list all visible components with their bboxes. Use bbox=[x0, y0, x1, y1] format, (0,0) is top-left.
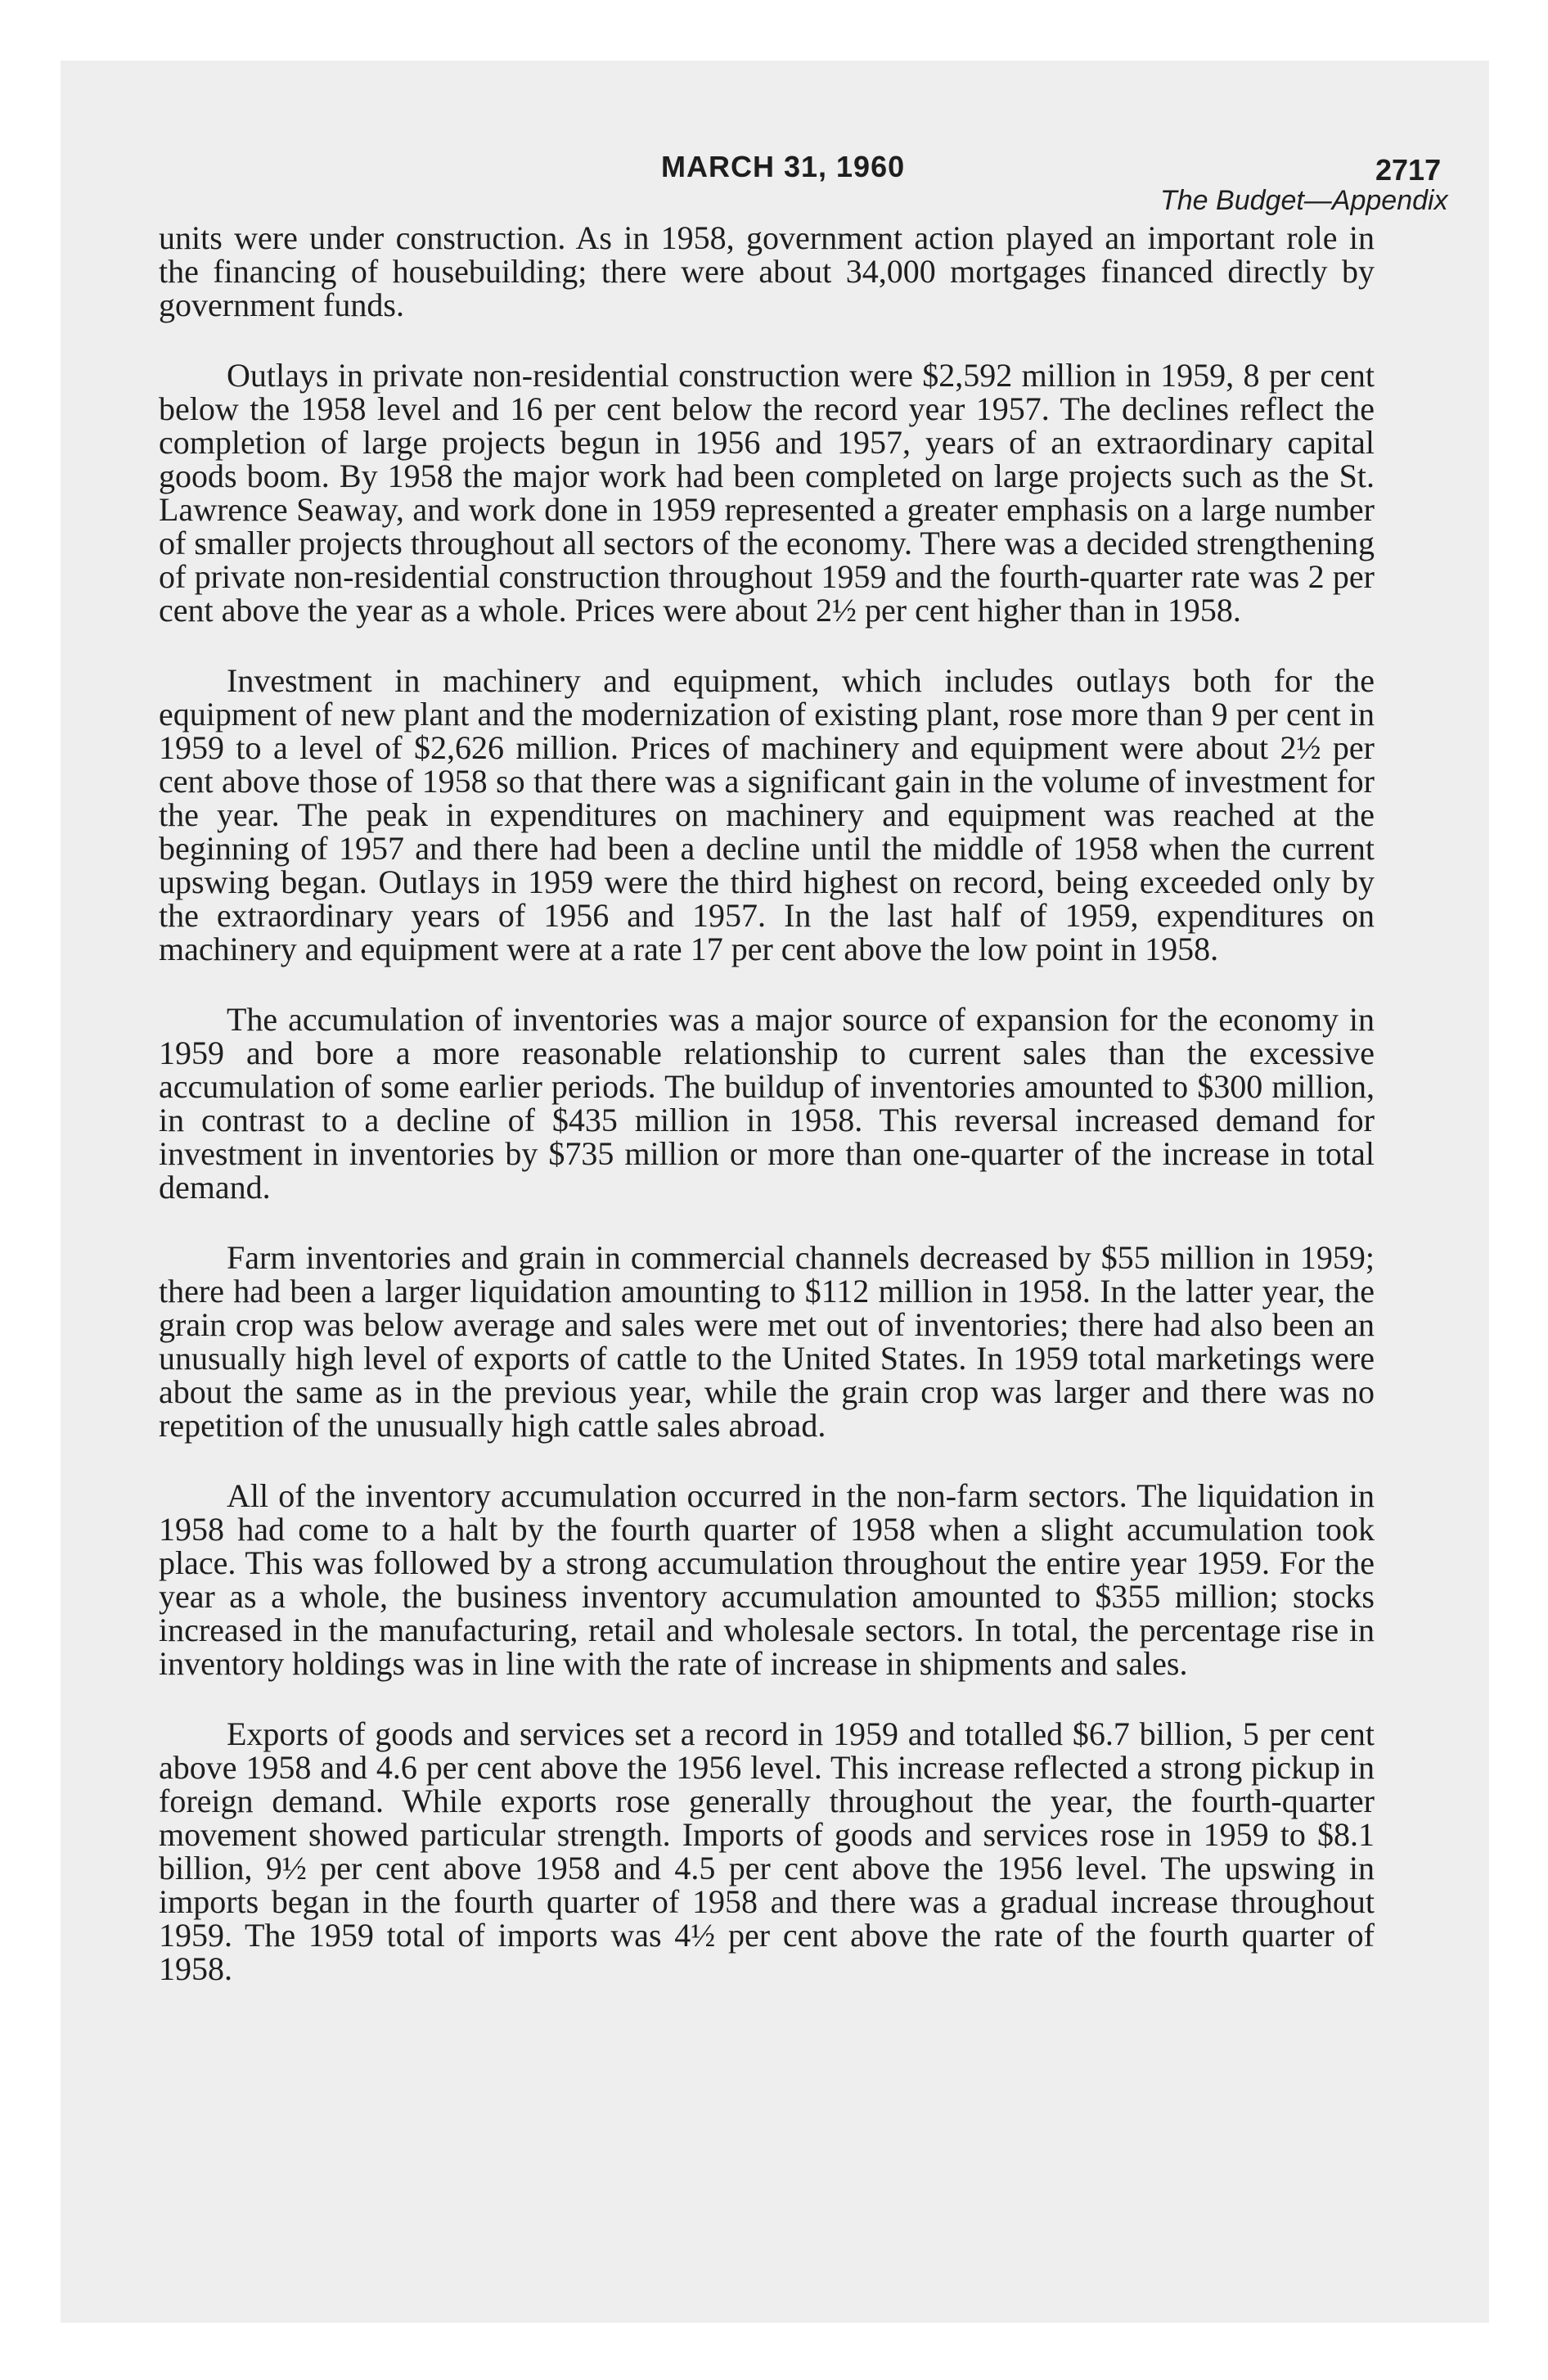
paragraph-machinery-equipment: Investment in machinery and equipment, which includes outlays both for the equipment of new plant and the modernization of existing plant, rose more than 9 per cent in 1959 to a level of $2,626 million. Prices of machinery and equipment were about 2½ per cent above those of 1958 so that there was a significant gain in the volume of investment for the year. The peak in expenditures on machinery and equipment was reached at the beginning of 1957 and there had been a decline until the middle of 1958 when the current upswing began. Outlays in 1959 were the third highest on record, being exceeded only by the extraordinary years of 1956 and 1957. In the last half of 1959, expenditures on machinery and equipment were at a rate 17 per cent above the low point in 1958. bbox=[159, 662, 1375, 967]
page-number: 2717 bbox=[1375, 153, 1442, 187]
paragraph-exports-imports: Exports of goods and services set a record in 1959 and totalled $6.7 billion, 5 per cent above 1958 and 4.6 per cent above the 1956 level. This increase reflected a strong pickup in foreign demand. While exports rose generally throughout the year, the fourth-quarter movement showed particular strength. Imports of goods and services rose in 1959 to $8.1 billion, 9½ per cent above 1958 and 4.5 per cent above the 1956 level. The upswing in imports began in the fourth quarter of 1958 and there was a gradual increase throughout 1959. The 1959 total of imports was 4½ per cent above the rate of the fourth quarter of 1958. bbox=[159, 1715, 1375, 1987]
body-text bbox=[159, 221, 1375, 2022]
header-date: MARCH 31, 1960 bbox=[661, 150, 906, 183]
paragraph-inventory-accumulation: The accumulation of inventories was a major source of expansion for the economy in 1959 and bore a more reasonable relationship to current sales than the excessive accumulation of some earlier periods. The buildup of inventories amounted to $300 million, in contrast to a decline of $435 million in 1958. This reversal increased demand for investment in inventories by $735 million or more than one-quarter of the increase in total demand. bbox=[159, 1001, 1375, 1206]
paragraph-non-farm-inventories: All of the inventory accumulation occurred in the non-farm sectors. The liquidation in 1958 had come to a halt by the fourth quarter of 1958 when a slight accumulation took place. This was followed by a strong accumulation throughout the entire year 1959. For the year as a whole, the business inventory accumulation amounted to $355 million; stocks increased in the manufacturing, retail and wholesale sectors. In total, the percentage rise in inventory holdings was in line with the rate of increase in shipments and sales. bbox=[159, 1477, 1375, 1682]
section-title: The Budget—Appendix bbox=[1160, 185, 1448, 216]
paragraph-residential-continued: units were under construction. As in 1958, government action played an important role in the financing of housebuilding; there were about 34,000 mortgages financed directly by government funds. bbox=[159, 219, 1375, 323]
paragraph-non-residential-construction: Outlays in private non-residential construction were $2,592 million in 1959, 8 per cent below the 1958 level and 16 per cent below the record year 1957. The declines reflect the completion of large projects begun in 1956 and 1957, years of an extraordinary capital goods boom. By 1958 the major work had been completed on large projects such as the St. Lawrence Seaway, and work done in 1959 represented a greater emphasis on a large number of smaller projects throughout all sectors of the economy. There was a decided strengthening of private non-residential construction throughout 1959 and the fourth-quarter rate was 2 per cent above the year as a whole. Prices were about 2½ per cent higher than in 1958. bbox=[159, 357, 1375, 629]
paragraph-farm-inventories: Farm inventories and grain in commercial channels decreased by $55 million in 1959; there had been a larger liquidation amounting to $112 million in 1958. In the latter year, the grain crop was below average and sales were met out of inventories; there had also been an unusually high level of exports of cattle to the United States. In 1959 total marketings were about the same as in the previous year, while the grain crop was larger and there was no repetition of the unusually high cattle sales abroad. bbox=[159, 1239, 1375, 1444]
